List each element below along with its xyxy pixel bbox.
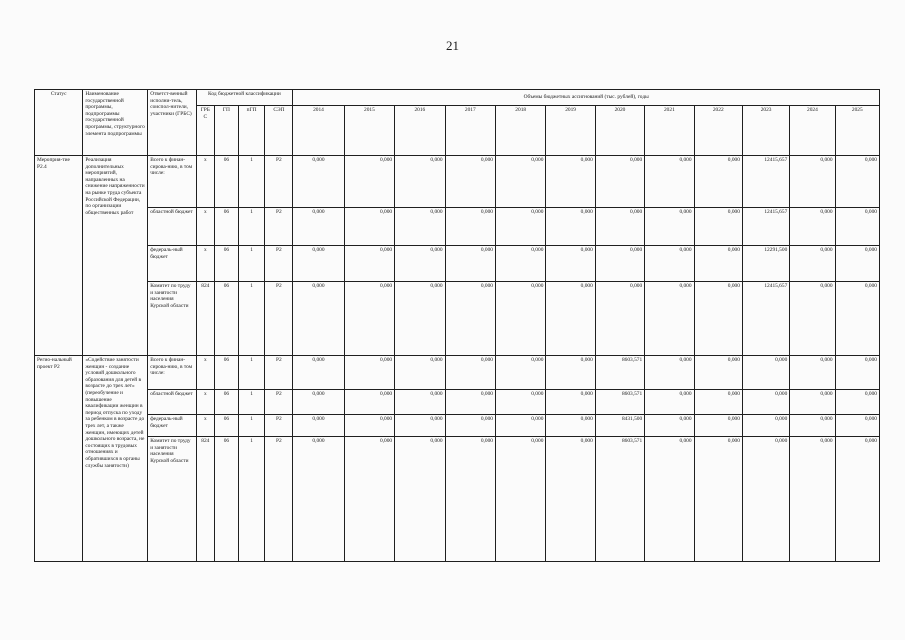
value-cell: 8603,571 (595, 356, 644, 390)
header-row-1 (35, 90, 880, 106)
grbs-cell: х (196, 415, 215, 437)
value-cell: 0,000 (835, 282, 879, 356)
value-cell: 0,000 (790, 208, 835, 246)
value-cell: 0,000 (595, 282, 644, 356)
value-cell: 0,000 (694, 415, 742, 437)
gp-cell: 06 (215, 356, 239, 390)
value-cell: 0,000 (694, 437, 742, 562)
gp-cell: 06 (215, 282, 239, 356)
header-year: 2019 (546, 106, 595, 156)
header-year: 2024 (790, 106, 835, 156)
table-row (35, 437, 880, 562)
header-year: 2014 (293, 106, 344, 156)
header-name: Наименование государственной программы, подпрограммы государственной программы, структурного элемента подпрограммы (83, 90, 148, 156)
value-cell: 0,000 (835, 246, 879, 282)
value-cell: 0,000 (495, 390, 545, 415)
value-cell: 0,000 (835, 208, 879, 246)
gp-cell: 06 (215, 208, 239, 246)
value-cell: 12415,657 (742, 156, 789, 208)
value-cell: 0,000 (495, 246, 545, 282)
page-number: 21 (446, 38, 459, 53)
header-year: 2025 (835, 106, 879, 156)
value-cell: 0,000 (344, 208, 394, 246)
value-cell: 0,000 (790, 415, 835, 437)
gp-cell: 06 (215, 390, 239, 415)
grbs-cell: х (196, 390, 215, 415)
sep-cell: P2 (265, 282, 293, 356)
value-cell: 8603,571 (595, 437, 644, 562)
pgp-cell: 1 (238, 156, 265, 208)
value-cell: 0,000 (790, 282, 835, 356)
header-volume-group: Объемы бюджетных ассигнований (тыс. рублей), годы (293, 90, 880, 106)
section-status: Регио-нальный проект P2 (35, 356, 83, 562)
value-cell: 0,000 (344, 390, 394, 415)
value-cell: 0,000 (645, 356, 694, 390)
value-cell: 0,000 (595, 156, 644, 208)
section-name: «Содействие занятости женщин - создание условий дошкольного образования для детей в возрасте до трех лет» (переобучение и повышение квалификации женщин в период отпуска по уходу за ребенком в возрасте до трех лет, а также женщин, имеющих детей дошкольного возраста, не состоящих в трудовых отношениях и обратившихся в органы службы занятости) (83, 356, 148, 562)
sep-cell: P2 (265, 390, 293, 415)
value-cell: 0,000 (546, 437, 595, 562)
value-cell: 0,000 (595, 208, 644, 246)
value-cell: 0,000 (645, 208, 694, 246)
value-cell: 0,000 (395, 356, 445, 390)
value-cell: 0,000 (445, 156, 495, 208)
value-cell: 0,000 (835, 390, 879, 415)
value-cell: 0,000 (694, 156, 742, 208)
grbs-cell: х (196, 156, 215, 208)
value-cell: 0,000 (495, 356, 545, 390)
sep-cell: P2 (265, 156, 293, 208)
value-cell: 0,000 (445, 415, 495, 437)
executor-cell: областной бюджет (148, 390, 196, 415)
table-row (35, 246, 880, 282)
table-row (35, 156, 880, 208)
header-year: 2020 (595, 106, 644, 156)
value-cell: 0,000 (495, 208, 545, 246)
value-cell: 12415,657 (742, 208, 789, 246)
value-cell: 0,000 (742, 415, 789, 437)
value-cell: 0,000 (293, 282, 344, 356)
pgp-cell: 1 (238, 415, 265, 437)
value-cell: 0,000 (546, 208, 595, 246)
value-cell: 0,000 (742, 437, 789, 562)
value-cell: 0,000 (645, 390, 694, 415)
value-cell: 0,000 (293, 246, 344, 282)
gp-cell: 06 (215, 415, 239, 437)
grbs-cell: 824 (196, 282, 215, 356)
value-cell: 8431,500 (595, 415, 644, 437)
value-cell: 0,000 (694, 390, 742, 415)
value-cell: 0,000 (790, 156, 835, 208)
gp-cell: 06 (215, 437, 239, 562)
header-code-grbs: ГРБ С (196, 106, 215, 156)
value-cell: 0,000 (293, 415, 344, 437)
header-year: 2015 (344, 106, 394, 156)
value-cell: 0,000 (293, 356, 344, 390)
executor-cell: Комитет по труду и занятости населения Курской области (148, 282, 196, 356)
value-cell: 0,000 (835, 356, 879, 390)
grbs-cell: х (196, 208, 215, 246)
value-cell: 0,000 (344, 356, 394, 390)
executor-cell: Комитет по труду и занятости населения Курской области (148, 437, 196, 562)
pgp-cell: 1 (238, 356, 265, 390)
value-cell: 0,000 (395, 208, 445, 246)
value-cell: 0,000 (445, 356, 495, 390)
value-cell: 0,000 (395, 156, 445, 208)
value-cell: 0,000 (344, 156, 394, 208)
table-row (35, 208, 880, 246)
value-cell: 0,000 (395, 437, 445, 562)
section-status: Мероприя-тие P2.4 (35, 156, 83, 356)
value-cell: 0,000 (835, 415, 879, 437)
value-cell: 0,000 (595, 246, 644, 282)
grbs-cell: х (196, 246, 215, 282)
header-year: 2021 (645, 106, 694, 156)
header-year: 2016 (395, 106, 445, 156)
value-cell: 0,000 (495, 282, 545, 356)
gp-cell: 06 (215, 246, 239, 282)
value-cell: 0,000 (790, 437, 835, 562)
budget-allocation-table (34, 89, 880, 562)
header-year: 2023 (742, 106, 789, 156)
value-cell: 0,000 (344, 282, 394, 356)
value-cell: 8603,571 (595, 390, 644, 415)
grbs-cell: 824 (196, 437, 215, 562)
value-cell: 0,000 (835, 156, 879, 208)
value-cell: 0,000 (445, 246, 495, 282)
executor-cell: областной бюджет (148, 208, 196, 246)
value-cell: 0,000 (645, 415, 694, 437)
value-cell: 0,000 (790, 246, 835, 282)
value-cell: 0,000 (344, 246, 394, 282)
table-body (35, 156, 880, 562)
value-cell: 0,000 (694, 282, 742, 356)
value-cell: 0,000 (293, 156, 344, 208)
header-code-group: Код бюджетной классификации (196, 90, 293, 106)
value-cell: 0,000 (694, 208, 742, 246)
value-cell: 0,000 (742, 356, 789, 390)
value-cell: 0,000 (645, 282, 694, 356)
value-cell: 0,000 (694, 246, 742, 282)
value-cell: 12415,657 (742, 282, 789, 356)
table-row (35, 356, 880, 390)
pgp-cell: 1 (238, 208, 265, 246)
executor-cell: Всего к финан-сирова-нию, в том числе: (148, 156, 196, 208)
value-cell: 0,000 (445, 390, 495, 415)
table-row (35, 390, 880, 415)
pgp-cell: 1 (238, 282, 265, 356)
pgp-cell: 1 (238, 437, 265, 562)
value-cell: 0,000 (293, 390, 344, 415)
value-cell: 0,000 (546, 156, 595, 208)
value-cell: 0,000 (835, 437, 879, 562)
value-cell: 0,000 (495, 156, 545, 208)
value-cell: 0,000 (395, 415, 445, 437)
value-cell: 0,000 (445, 437, 495, 562)
sep-cell: P2 (265, 356, 293, 390)
pgp-cell: 1 (238, 246, 265, 282)
header-code-pgp: пГП (238, 106, 265, 156)
value-cell: 12291,500 (742, 246, 789, 282)
value-cell: 0,000 (293, 437, 344, 562)
header-code-sep: СЭП (265, 106, 293, 156)
table-row (35, 415, 880, 437)
value-cell: 0,000 (293, 208, 344, 246)
value-cell: 0,000 (645, 246, 694, 282)
grbs-cell: х (196, 356, 215, 390)
value-cell: 0,000 (546, 390, 595, 415)
sep-cell: P2 (265, 208, 293, 246)
value-cell: 0,000 (546, 415, 595, 437)
header-status: Статус (35, 90, 83, 156)
header-year: 2018 (495, 106, 545, 156)
section-name: Реализация дополнительных мероприятий, направленных на снижение напряженности на рынке труда субъекта Российской Федерации, по организации общественных работ (83, 156, 148, 356)
pgp-cell: 1 (238, 390, 265, 415)
value-cell: 0,000 (495, 415, 545, 437)
sep-cell: P2 (265, 415, 293, 437)
value-cell: 0,000 (790, 356, 835, 390)
executor-cell: Всего к финан-сирова-нию, в том числе: (148, 356, 196, 390)
value-cell: 0,000 (344, 437, 394, 562)
value-cell: 0,000 (645, 437, 694, 562)
value-cell: 0,000 (546, 246, 595, 282)
executor-cell: федераль-ный бюджет (148, 246, 196, 282)
value-cell: 0,000 (546, 282, 595, 356)
table-row (35, 282, 880, 356)
value-cell: 0,000 (495, 437, 545, 562)
header-year: 2022 (694, 106, 742, 156)
gp-cell: 06 (215, 156, 239, 208)
value-cell: 0,000 (645, 156, 694, 208)
value-cell: 0,000 (395, 390, 445, 415)
header-executor: Ответст-венный исполни-тель, соиспол-нители, участники (ГРБС) (148, 90, 196, 156)
header-code-gp: ГП (215, 106, 239, 156)
header-year: 2017 (445, 106, 495, 156)
sep-cell: P2 (265, 246, 293, 282)
value-cell: 0,000 (445, 208, 495, 246)
value-cell: 0,000 (790, 390, 835, 415)
sep-cell: P2 (265, 437, 293, 562)
value-cell: 0,000 (344, 415, 394, 437)
executor-cell: федераль-ный бюджет (148, 415, 196, 437)
value-cell: 0,000 (395, 282, 445, 356)
value-cell: 0,000 (742, 390, 789, 415)
value-cell: 0,000 (445, 282, 495, 356)
value-cell: 0,000 (395, 246, 445, 282)
value-cell: 0,000 (546, 356, 595, 390)
value-cell: 0,000 (694, 356, 742, 390)
